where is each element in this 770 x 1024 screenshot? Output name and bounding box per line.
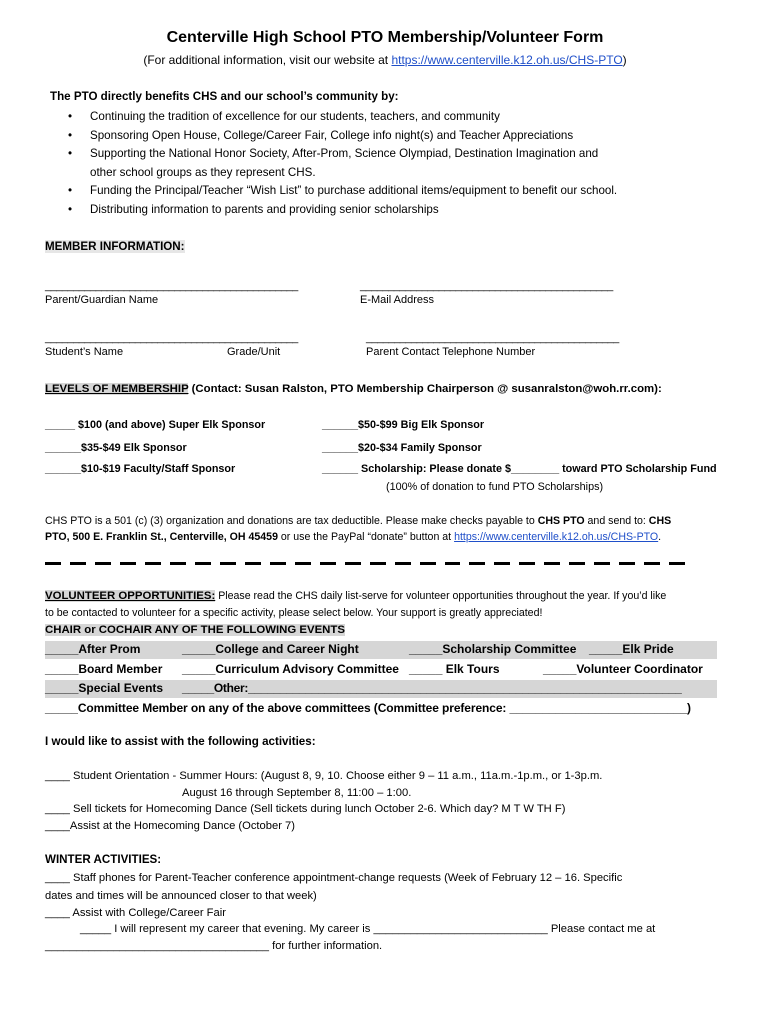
donation-period: . xyxy=(658,531,662,543)
levels-heading: LEVELS OF MEMBERSHIP xyxy=(45,383,189,395)
email-line[interactable]: _____________________________________________ xyxy=(360,280,613,292)
payable-to: CHS PTO xyxy=(537,515,585,527)
scholarship-note xyxy=(386,481,603,493)
chair-row-2 xyxy=(45,661,717,679)
activity-orientation-dates: August 16 through September 8, 11:00 – 1:00. xyxy=(182,787,412,799)
option-college-career-night[interactable]: _____College and Career Night xyxy=(182,642,359,656)
level-scholarship[interactable]: ______ Scholarship: Please donate $________ toward PTO Scholarship Fund xyxy=(322,463,717,475)
levels-contact: (Contact: Susan Ralston, PTO Membership Chairperson @ susanralston@woh.rr.com): xyxy=(188,383,662,395)
phone-line[interactable]: _____________________________________________ xyxy=(366,332,619,344)
subtitle-suffix: ) xyxy=(622,53,627,67)
donation-text-1: CHS PTO is a 501 (c) (3) organization and donations are tax deductible. Please make checks payable to xyxy=(45,515,538,527)
option-other[interactable]: _____Other:____________________________________________________________________ xyxy=(182,681,682,695)
parent-name-line[interactable]: _____________________________________________ xyxy=(45,280,298,292)
website-link[interactable]: https://www.centerville.k12.oh.us/CHS-PTO xyxy=(391,53,623,67)
benefit-item-continued-text: other school groups as they represent CHS. xyxy=(90,165,316,179)
mailing-address: PTO, 500 E. Franklin St., Centerville, OH 45459 xyxy=(45,531,278,543)
grade-label: Grade/Unit xyxy=(227,346,281,358)
scholarship-note-text: (100% of donation to fund PTO Scholarships) xyxy=(386,481,604,493)
benefit-item: • Funding the Principal/Teacher “Wish List” to purchase additional items/equipment to benefit our school. xyxy=(68,182,708,201)
option-special-events[interactable]: _____Special Events xyxy=(45,681,164,695)
volunteer-heading: VOLUNTEER OPPORTUNITIES: xyxy=(45,590,216,602)
chair-row-4 xyxy=(45,700,717,718)
option-committee-member[interactable]: _____Committee Member on any of the above committees (Committee preference: ___________________________) xyxy=(45,701,691,715)
option-board-member[interactable]: _____Board Member xyxy=(45,662,163,676)
donation-send-to: and send to: xyxy=(584,515,649,527)
phone-label: Parent Contact Telephone Number xyxy=(366,346,536,358)
paypal-text: or use the PayPal “donate” button at xyxy=(277,531,455,543)
address-start: CHS xyxy=(648,515,672,527)
benefit-item: • Distributing information to parents and providing senior scholarships xyxy=(68,201,708,220)
winter-represent-career[interactable]: _____ I will represent my career that evening. My career is ____________________________ Please contact me at xyxy=(80,923,656,935)
levels-heading-line xyxy=(45,383,662,395)
option-elk-tours[interactable]: _____ Elk Tours xyxy=(409,662,500,676)
option-after-prom[interactable]: _____After Prom xyxy=(45,642,141,656)
winter-contact-line[interactable]: ____________________________________ for further information. xyxy=(45,940,383,952)
benefit-item: • Continuing the tradition of excellence for our students, teachers, and community xyxy=(68,108,708,127)
option-curriculum[interactable]: _____Curriculum Advisory Committee xyxy=(182,662,399,676)
chair-row-3 xyxy=(45,680,717,698)
donation-line-2 xyxy=(45,531,661,543)
chair-heading: CHAIR or COCHAIR ANY OF THE FOLLOWING EVENTS xyxy=(45,624,345,636)
option-elk-pride[interactable]: _____Elk Pride xyxy=(589,642,674,656)
activities-heading: I would like to assist with the following activities: xyxy=(45,735,316,748)
benefits-list xyxy=(68,108,708,219)
subtitle-prefix: (For additional information, visit our website at xyxy=(143,53,392,67)
member-info-heading: MEMBER INFORMATION: xyxy=(45,240,185,253)
level-big-elk[interactable]: ______$50-$99 Big Elk Sponsor xyxy=(322,419,485,431)
benefits-heading: The PTO directly benefits CHS and our school’s community by: xyxy=(50,90,399,103)
activity-sell-tickets[interactable]: ____ Sell tickets for Homecoming Dance (Sell tickets during lunch October 2-6. Which day? M T W TH F) xyxy=(45,803,566,815)
level-faculty[interactable]: ______$10-$19 Faculty/Staff Sponsor xyxy=(45,463,236,475)
winter-heading: WINTER ACTIVITIES: xyxy=(45,853,162,866)
donation-line-1 xyxy=(45,515,671,527)
form-title: Centerville High School PTO Membership/Volunteer Form xyxy=(166,29,604,46)
student-name-line[interactable]: _____________________________________________ xyxy=(45,332,298,344)
email-label: E-Mail Address xyxy=(360,294,434,306)
student-name-label: Student’s Name xyxy=(45,346,124,358)
level-family[interactable]: ______$20-$34 Family Sponsor xyxy=(322,442,482,454)
parent-name-label: Parent/Guardian Name xyxy=(45,294,159,306)
activity-homecoming[interactable]: ____Assist at the Homecoming Dance (October 7) xyxy=(45,820,295,832)
option-scholarship-committee[interactable]: _____Scholarship Committee xyxy=(409,642,577,656)
winter-college-fair[interactable]: ____ Assist with College/Career Fair xyxy=(45,907,226,919)
benefit-item-continued xyxy=(68,164,708,183)
form-subtitle xyxy=(0,53,770,67)
benefit-item: • Supporting the National Honor Society, After-Prom, Science Olympiad, Destination Imagination and xyxy=(68,145,708,164)
benefit-item: • Sponsoring Open House, College/Career Fair, College info night(s) and Teacher Appreciations xyxy=(68,127,708,146)
volunteer-intro-line-1 xyxy=(45,590,666,602)
winter-staff-phones-note: dates and times will be announced closer to that week) xyxy=(45,890,317,902)
chair-row-1 xyxy=(45,641,717,659)
level-super-elk[interactable]: _____ $100 (and above) Super Elk Sponsor xyxy=(45,419,266,431)
paypal-link[interactable]: https://www.centerville.k12.oh.us/CHS-PTO xyxy=(454,531,659,543)
cut-line-divider xyxy=(45,560,685,566)
volunteer-intro-2: to be contacted to volunteer for a specific activity, please select below. Your support is greatly appreciated! xyxy=(45,607,543,619)
level-elk[interactable]: ______$35-$49 Elk Sponsor xyxy=(45,442,187,454)
option-volunteer-coordinator[interactable]: _____Volunteer Coordinator xyxy=(543,662,703,676)
volunteer-intro-1: Please read the CHS daily list-serve for volunteer opportunities throughout the year. If you’d like xyxy=(215,590,667,602)
winter-staff-phones[interactable]: ____ Staff phones for Parent-Teacher conference appointment-change requests (Week of February 12 – 16. Specific xyxy=(45,872,623,884)
activity-orientation[interactable]: ____ Student Orientation - Summer Hours: (August 8, 9, 10. Choose either 9 – 11 a.m., 11a.m.-1p.m., or 1-3p.m. xyxy=(45,770,603,782)
